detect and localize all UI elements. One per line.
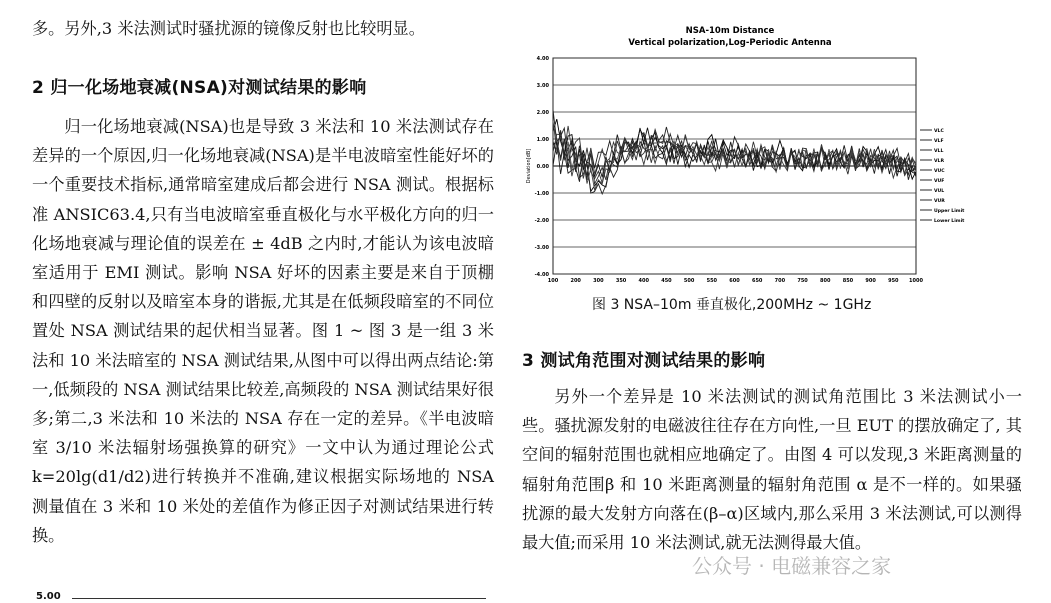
x-tick-label: 600 bbox=[729, 278, 740, 284]
left-top-line: 多。另外,3 米法测试时骚扰源的镜像反射也比较明显。 bbox=[32, 19, 425, 38]
nsa-chart bbox=[520, 20, 965, 290]
legend-label: VLC bbox=[934, 129, 944, 134]
x-tick-label: 900 bbox=[865, 278, 876, 284]
legend-label: VUF bbox=[934, 179, 945, 184]
x-tick-label: 350 bbox=[615, 278, 627, 284]
y-axis-label: Deviation[dB] bbox=[526, 148, 532, 184]
x-tick-label: 850 bbox=[842, 278, 854, 284]
watermark: 公众号 · 电磁兼容之家 bbox=[692, 554, 892, 578]
x-tick-label: 950 bbox=[888, 278, 899, 284]
legend-label: Lower Limit bbox=[934, 219, 965, 224]
y-tick-label: -3.00 bbox=[534, 245, 549, 251]
y-tick-label: 2.00 bbox=[536, 110, 549, 116]
legend-label: Upper Limit bbox=[934, 209, 965, 214]
section-2-heading: 2 归一化场地衰减(NSA)对测试结果的影响 bbox=[32, 78, 367, 98]
x-tick-label: 750 bbox=[797, 278, 808, 284]
x-tick-label: 700 bbox=[774, 278, 786, 284]
section-3-body bbox=[522, 382, 1022, 557]
chart-subtitle: Vertical polarization,Log-Periodic Antenna bbox=[628, 38, 832, 48]
section-2-paragraph: 归一化场地衰减(NSA)也是导致 3 米法和 10 米法测试存在差异的一个原因,归一化场地衰减(NSA)是半电波暗室性能好坏的一个重要技术指标,通常暗室建成后都会进行 NSA 测试。根据标准 ANSIC63.4,只有当电波暗室垂直极化与水平极化方向的归一化场地衰减与理论值的误差在 ± 4dB 之内时,才能认为该电波暗室适用于 EMI 测试。影响 NSA 好坏的因素主要是来自于顶棚和四壁的反射以及暗室本身的谐振,尤其是在低频段暗室的不同位置处 NSA 测试结果的起伏相当显著。图 1 ~ 图 3 是一组 3 米法和 10 米法暗室的 NSA 测试结果,从图中可以得出两点结论:第一,低频段的 NSA 测试结果比较差,高频段的 NSA 测试结果好很多;第二,3 米法和 10 米法的 NSA 存在一定的差异。《半电波暗室 3/10 米法辐射场强换算的研究》一文中认为通过理论公式 k=20lg(d1/d2)进行转换并不准确,建议根据实际场地的 NSA 测量值在 3 米和 10 米处的差值作为修正因子对测试结果进行转换。 bbox=[32, 117, 494, 545]
y-tick-label: 1.00 bbox=[536, 137, 549, 143]
x-tick-label: 300 bbox=[593, 278, 604, 284]
legend bbox=[920, 128, 965, 224]
x-tick-label: 500 bbox=[683, 278, 695, 284]
figure-caption: 图 3 NSA–10m 垂直极化,200MHz ~ 1GHz bbox=[592, 297, 872, 313]
next-figure-top-rule bbox=[72, 598, 486, 599]
y-tick-label: 0.00 bbox=[536, 164, 549, 170]
x-tick-labels bbox=[548, 278, 924, 284]
x-tick-label: 100 bbox=[547, 278, 559, 284]
chart-title: NSA-10m Distance bbox=[685, 26, 775, 36]
legend-label: VUL bbox=[934, 189, 945, 194]
section-3-paragraph: 另外一个差异是 10 米法测试的测试角范围比 3 米法测试小一些。骚扰源发射的电磁波往往存在方向性,一旦 EUT 的摆放确定了, 其空间的辐射范围也就相应地确定了。由图 4 可以发现,3 米距离测量的辐射角范围β 和 10 米距离测量的辐射角范围 α 是不一样的。如果骚扰源的最大发射方向落在(β–α)区域内,那么采用 3 米法测试,可以测得最大值;而采用 10 米法测试,就无法测得最大值。 bbox=[522, 387, 1022, 553]
legend-label: VLL bbox=[934, 149, 944, 154]
y-tick-label: 4.00 bbox=[536, 56, 549, 62]
x-tick-label: 650 bbox=[751, 278, 763, 284]
x-tick-label: 200 bbox=[570, 278, 581, 284]
x-tick-label: 450 bbox=[661, 278, 672, 284]
y-tick-labels bbox=[535, 56, 550, 278]
x-tick-label: 1000 bbox=[909, 278, 923, 284]
y-tick-label: 3.00 bbox=[536, 83, 549, 89]
legend-label: VUC bbox=[934, 169, 945, 174]
x-tick-label: 400 bbox=[638, 278, 649, 284]
x-tick-label: 800 bbox=[820, 278, 831, 284]
legend-label: VLF bbox=[934, 139, 944, 144]
legend-label: VLR bbox=[934, 159, 945, 164]
left-column bbox=[32, 14, 492, 43]
section-2-body bbox=[32, 112, 494, 550]
section-3-heading: 3 测试角范围对测试结果的影响 bbox=[522, 351, 766, 371]
y-tick-label: -1.00 bbox=[534, 191, 549, 197]
x-tick-label: 550 bbox=[706, 278, 718, 284]
legend-label: VUR bbox=[934, 199, 945, 204]
next-figure-y-axis-label: 5.00 bbox=[36, 591, 61, 602]
y-tick-label: -2.00 bbox=[534, 218, 549, 224]
y-tick-label: -4.00 bbox=[534, 272, 549, 278]
